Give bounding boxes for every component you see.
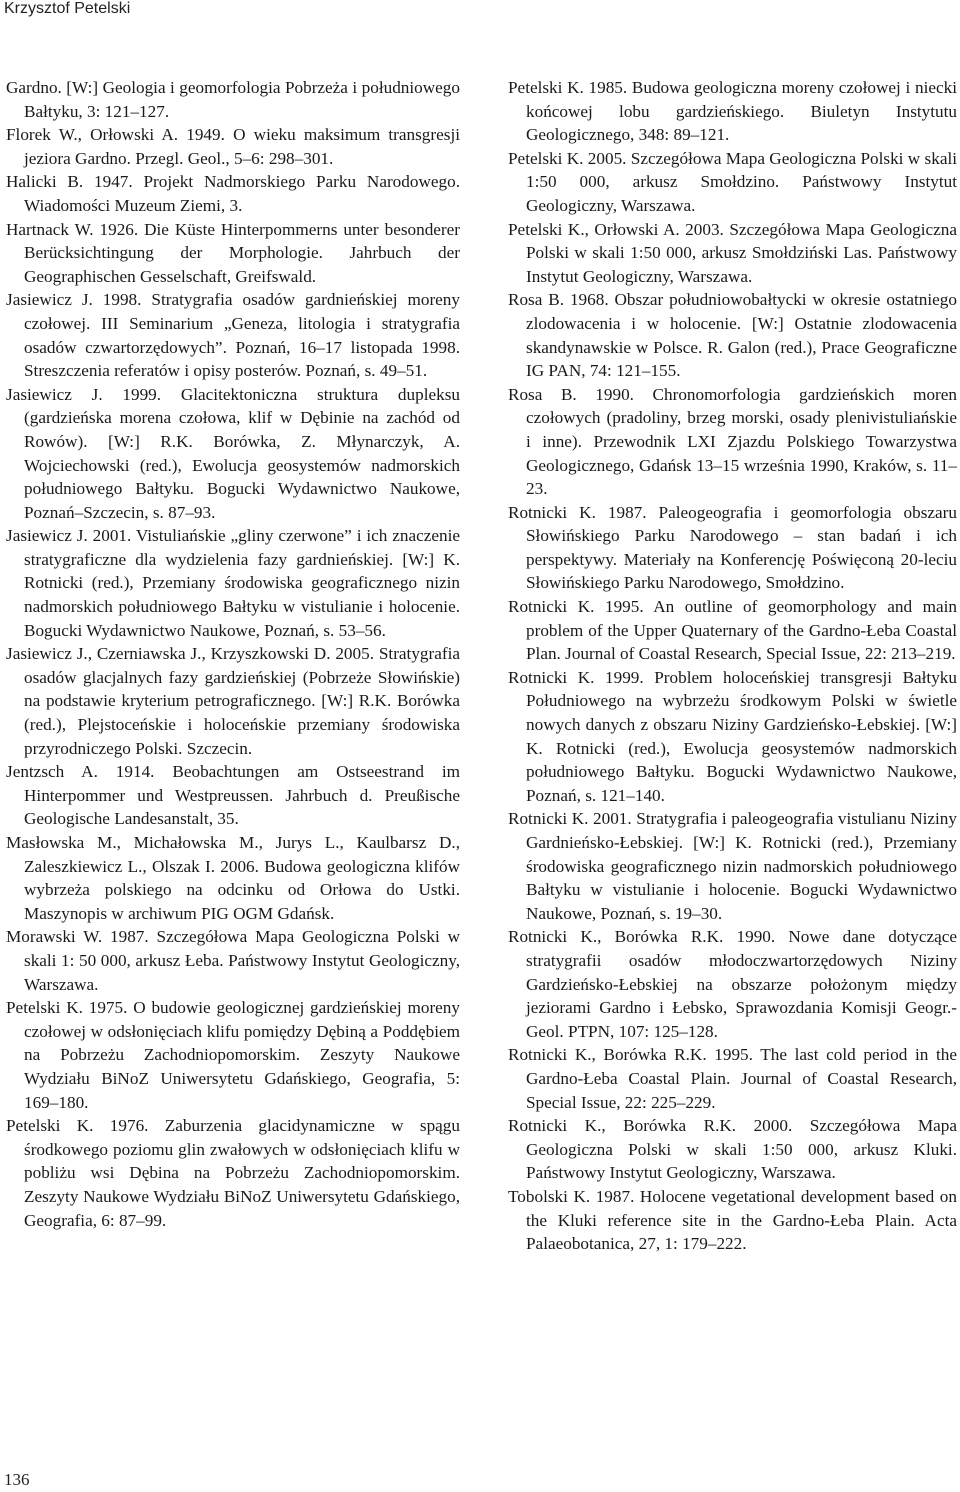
reference-entry: Jasiewicz J. 1998. Stratygrafia osadów gardnieńskiej moreny czołowej. III Seminarium „Geneza, litologia i stratygrafia osadów czwartorzędowych”. Poznań, 16–17 listopada 1998. Streszczenia referatów i opisy posterów. Poznań, s. 49–51. [6, 290, 460, 381]
reference-entry: Hartnack W. 1926. Die Küste Hinterpommerns unter besonderer Berücksichtingung der Morphologie. Jahrbuch der Geographischen Gesselschaft, Greifswald. [6, 219, 460, 286]
reference-entry: Petelski K. 2005. Szczegółowa Mapa Geologiczna Polski w skali 1:50 000, arkusz Smołdzino. Państwowy Instytut Geologiczny, Warszawa. [508, 148, 957, 215]
reference-entry: Rotnicki K., Borówka R.K. 2000. Szczegółowa Mapa Geologiczna Polski w skali 1:50 000, arkusz Kluki. Państwowy Instytut Geologiczny, Warszawa. [508, 1116, 957, 1183]
reference-entry: Rosa B. 1968. Obszar południowobałtycki w okresie ostatniego zlodowacenia i w holocenie. [W:] Ostatnie zlodowacenia skandynawskie w Polsce. R. Galon (red.), Prace Geograficzne IG PAN, 74: 121–155. [508, 290, 957, 381]
reference-entry: Rotnicki K. 1987. Paleogeografia i geomorfologia obszaru Słowińskiego Parku Narodowego – stan badań i ich perspektywy. Materiały na Konferencję Poświęconą 20-leciu Słowińskiego Parku Narodowego, Smołdzino. [508, 502, 957, 593]
reference-entry: Rotnicki K. 1999. Problem holoceńskiej transgresji Bałtyku Południowego na wybrzeżu środkowym Polski w świetle nowych danych z obszaru Niziny Gardzieńsko-Łebskiej. [W:] K. Rotnicki (red.), Ewolucja geosystemów nadmorskich południowego Bałtyku. Bogucki Wydawnictwo Naukowe, Poznań, s. 121–140. [508, 667, 957, 805]
reference-entry: Jasiewicz J., Czerniawska J., Krzyszkowski D. 2005. Stratygrafia osadów glacjalnych fazy gardzieńskiej (Pobrzeże Słowińskie) na podstawie kryterium petrograficznego. [W:] R.K. Borówka (red.), Plejstoceńskie i holoceńskie przemiany środowiska przyrodniczego Polski. Szczecin. [6, 644, 460, 758]
reference-entry: Halicki B. 1947. Projekt Nadmorskiego Parku Narodowego. Wiadomości Muzeum Ziemi, 3. [6, 172, 460, 215]
reference-entry: Petelski K. 1976. Zaburzenia glacidynamiczne w spągu środkowego poziomu glin zwałowych w odsłonięciach klifu w pobliżu wsi Dębina na Pobrzeżu Zachodniopomorskim. Zeszyty Naukowe Wydziału BiNoZ Uniwersytetu Gdańskiego, Geografia, 6: 87–99. [6, 1116, 460, 1230]
reference-entry: Tobolski K. 1987. Holocene vegetational development based on the Kluki reference site in the Gardno-Łeba Plain. Acta Palaeobotanica, 27, 1: 179–222. [508, 1186, 957, 1254]
reference-entry: Gardno. [W:] Geologia i geomorfologia Pobrzeża i południowego Bałtyku, 3: 121–127. [6, 78, 460, 121]
reference-entry: Rotnicki K. 2001. Stratygrafia i paleogeografia vistulianu Niziny Gardnieńsko-Łebskiej. [W:] K. Rotnicki (red.), Przemiany środowiska geograficznego nizin nadmorskich południowego Bałtyku w vistulianie i holocenie. Bogucki Wydawnictwo Naukowe, Poznań, s. 19–30. [508, 809, 957, 923]
reference-entry: Rosa B. 1990. Chronomorfologia gardzieńskich moren czołowych (pradoliny, brzeg morski, osady plenivistuliańskie i inne). Przewodnik LXI Zjazdu Polskiego Towarzystwa Geologicznego, Gdańsk 13–15 września 1990, Kraków, s. 11–23. [508, 384, 957, 499]
reference-entry: Masłowska M., Michałowska M., Jurys L., Kaulbarsz D., Zaleszkiewicz L., Olszak I. 2006. Budowa geologiczna klifów wybrzeża polskiego na odcinku od Orłowa do Ustki. Maszynopis w archiwum PIG OGM Gdańsk. [6, 833, 460, 923]
reference-entry: Rotnicki K., Borówka R.K. 1995. The last cold period in the Gardno-Łeba Coastal Plain. Journal of Coastal Research, Special Issue, 22: 225–229. [508, 1045, 957, 1112]
reference-entry: Petelski K. 1985. Budowa geologiczna moreny czołowej i niecki końcowej lobu gardzieńskiego. Biuletyn Instytutu Geologicznego, 348: 89–121. [508, 78, 957, 145]
reference-entry: Petelski K., Orłowski A. 2003. Szczegółowa Mapa Geologiczna Polski w skali 1:50 000, arkusz Smołdziński Las. Państwowy Instytut Geologiczny, Warszawa. [508, 219, 957, 286]
running-header-author: Krzysztof Petelski [4, 0, 131, 17]
reference-entry: Petelski K. 1975. O budowie geologicznej gardzieńskiej moreny czołowej w odsłonięciach klifu pomiędzy Dębiną a Poddębiem na Pobrzeżu Zachodniopomorskim. Zeszyty Naukowe Wydziału BiNoZ Uniwersytetu Gdańskiego, Geografia, 5: 169–180. [6, 998, 460, 1112]
reference-entry: Morawski W. 1987. Szczegółowa Mapa Geologiczna Polski w skali 1: 50 000, arkusz Łeba. Państwowy Instytut Geologiczny, Warszawa. [6, 927, 460, 994]
reference-entry: Rotnicki K. 1995. An outline of geomorphology and main problem of the Upper Quaternary of the Gardno-Łeba Coastal Plan. Journal of Coastal Research, Special Issue, 22: 213–219. [508, 597, 957, 664]
reference-entry: Rotnicki K., Borówka R.K. 1990. Nowe dane dotyczące stratygrafii osadów młodoczwartorzędowych Niziny Gardzieńsko-Łebskiej na obszarze położonym między jeziorami Gardno i Łebsko, Sprawozdania Komisji Geogr.-Geol. PTPN, 107: 125–128. [508, 927, 957, 1041]
reference-entry: Jasiewicz J. 1999. Glacitektoniczna struktura dupleksu (gardzieńska morena czołowa, klif w Dębinie na zachód od Rowów). [W:] R.K. Borówka, Z. Młynarczyk, A. Wojciechowski (red.), Ewolucja geosystemów nadmorskich południowego Bałtyku. Bogucki Wydawnictwo Naukowe, Poznań–Szczecin, s. 87–93. [6, 384, 460, 522]
page-number: 136 [4, 1470, 30, 1489]
reference-entry: Florek W., Orłowski A. 1949. O wieku maksimum transgresji jeziora Gardno. Przegl. Geol., 5–6: 298–301. [6, 125, 460, 168]
reference-entry: Jasiewicz J. 2001. Vistuliańskie „gliny czerwone” i ich znaczenie stratygraficzne dla wydzielenia fazy gardnieńskiej. [W:] K. Rotnicki (red.), Przemiany środowiska geograficznego nizin nadmorskich południowego Bałtyku w vistulianie i holocenie. Bogucki Wydawnictwo Naukowe, Poznań, s. 53–56. [6, 526, 460, 640]
references-column-right [508, 76, 957, 1256]
references-column-left [6, 76, 460, 1232]
reference-entry: Jentzsch A. 1914. Beobachtungen am Ostseestrand im Hinterpommer und Westpreussen. Jahrbuch d. Preußische Geologische Landesanstalt, 35. [6, 762, 460, 829]
